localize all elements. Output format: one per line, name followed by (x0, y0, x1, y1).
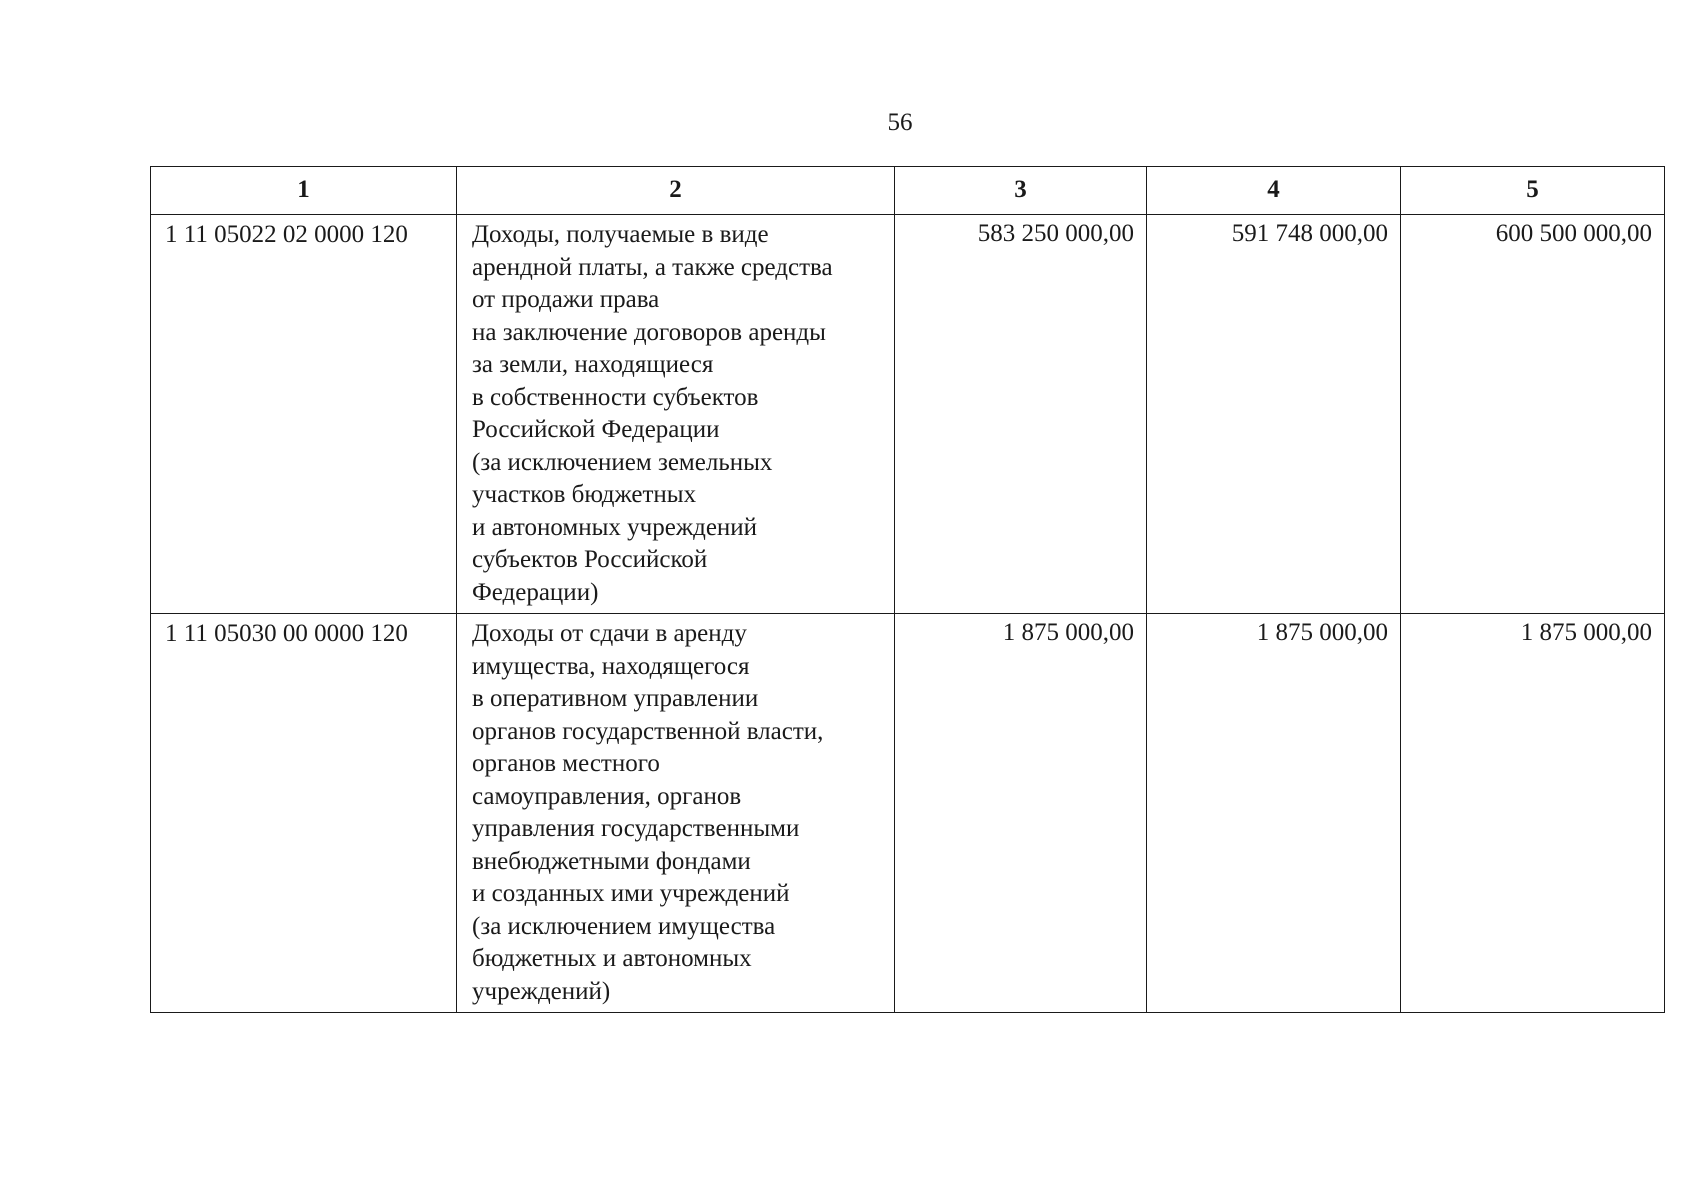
amount-col-3: 583 250 000,00 (895, 215, 1147, 614)
name-line: в оперативном управлении (472, 685, 759, 712)
header-col-4: 4 (1147, 167, 1401, 215)
name-line: бюджетных и автономных (472, 945, 752, 972)
name-line: арендной платы, а также средства (472, 253, 833, 281)
name-line: внебюджетными фондами (472, 847, 751, 875)
name-line: Федерации) (472, 578, 599, 606)
name-line: и автономных учреждений (472, 513, 758, 541)
header-col-3: 3 (895, 167, 1147, 215)
name-line: (за исключением земельных (472, 448, 773, 476)
name-line: от продажи права (472, 286, 660, 313)
page-number: 56 (887, 109, 913, 136)
name-line: органов государственной власти, (472, 717, 824, 745)
name-line: Доходы, получаемые в виде (472, 221, 769, 248)
name-line: Доходы от сдачи в аренду (472, 620, 747, 647)
name-line: Российской Федерации (472, 416, 720, 443)
name-line: участков бюджетных (472, 481, 697, 508)
budget-revenue-table (150, 166, 1665, 1013)
table-row (151, 215, 1665, 614)
name-line: на заключение договоров аренды (472, 318, 826, 346)
name-line: органов местного (472, 750, 660, 777)
header-col-2: 2 (457, 167, 895, 215)
name-line: (за исключением имущества (472, 912, 776, 940)
name-line: имущества, находящегося (472, 652, 750, 680)
name-line: управления государственными (472, 815, 800, 842)
revenue-code-cell: 1 11 05030 00 0000 120 (151, 614, 457, 1013)
revenue-name-cell (457, 215, 895, 614)
name-line: учреждений) (472, 977, 611, 1005)
table-row (151, 614, 1665, 1013)
name-line: в собственности субъектов (472, 383, 759, 411)
amount-col-5: 1 875 000,00 (1401, 614, 1665, 1013)
header-col-5: 5 (1401, 167, 1665, 215)
amount-col-4: 1 875 000,00 (1147, 614, 1401, 1013)
header-col-1: 1 (151, 167, 457, 215)
table-body (151, 215, 1665, 1013)
name-line: за земли, находящиеся (472, 351, 714, 378)
header-row (151, 167, 1665, 215)
amount-col-4: 591 748 000,00 (1147, 215, 1401, 614)
revenue-code-cell: 1 11 05022 02 0000 120 (151, 215, 457, 614)
revenue-name-cell (457, 614, 895, 1013)
name-line: субъектов Российской (472, 546, 708, 573)
table-header (151, 167, 1665, 215)
name-line: и созданных ими учреждений (472, 880, 790, 907)
amount-col-3: 1 875 000,00 (895, 614, 1147, 1013)
amount-col-5: 600 500 000,00 (1401, 215, 1665, 614)
name-line: самоуправления, органов (472, 782, 742, 810)
